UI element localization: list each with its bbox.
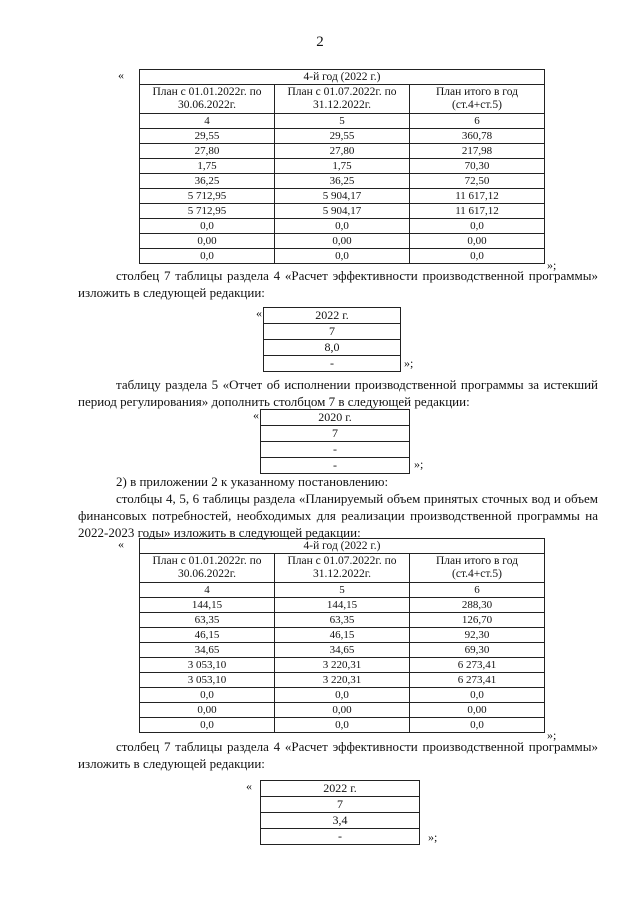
table-cell: 217,98	[410, 144, 545, 159]
year-header: 2020 г.	[261, 410, 410, 426]
table-cell: 0,0	[410, 688, 545, 703]
table-cell: 0,0	[410, 219, 545, 234]
quote-open: «	[256, 306, 262, 320]
paragraph: 2) в приложении 2 к указанному постановлению:	[116, 474, 389, 489]
table-row	[140, 658, 545, 673]
table-cell: 5 712,95	[140, 204, 275, 219]
quote-close: »;	[404, 356, 414, 370]
table-row	[140, 144, 545, 159]
paragraph: столбцы 4, 5, 6 таблицы раздела «Планируемый объем принятых сточных вод и объем финансовых потребностей, необходимых для реализации производственной программы на 2022-2023 годы» изложить в следующей редакции:	[78, 491, 598, 540]
quote-open: «	[246, 779, 252, 793]
table-row	[140, 703, 545, 718]
table-row	[140, 613, 545, 628]
quote-close: »;	[547, 728, 557, 742]
table-cell: 34,65	[140, 643, 275, 658]
table-cell: 29,55	[140, 129, 275, 144]
year-header: 4-й год (2022 г.)	[140, 539, 545, 554]
table-cell: 63,35	[140, 613, 275, 628]
table-cell: 1,75	[140, 159, 275, 174]
table-row	[140, 688, 545, 703]
table-cell: 144,15	[140, 598, 275, 613]
table-cell: 11 617,12	[410, 204, 545, 219]
column-number: 6	[410, 114, 545, 129]
table-cell: 0,0	[410, 718, 545, 733]
column-header: План с 01.07.2022г. по 31.12.2022г.	[275, 85, 410, 114]
table-cell: 0,0	[275, 219, 410, 234]
table-cell: 46,15	[140, 628, 275, 643]
table-row	[140, 718, 545, 733]
paragraph: таблицу раздела 5 «Отчет об исполнении производственной программы за истекший период регулирования» дополнить столбцом 7 в следующей редакции:	[78, 377, 598, 409]
table-cell: 144,15	[275, 598, 410, 613]
table-cell: -	[261, 829, 420, 845]
column-number: 5	[275, 114, 410, 129]
report-table	[260, 409, 410, 474]
table-cell: 5 904,17	[275, 189, 410, 204]
table-row	[140, 234, 545, 249]
table-row	[140, 219, 545, 234]
table-cell: 0,0	[275, 688, 410, 703]
table-row	[140, 159, 545, 174]
table-row	[140, 189, 545, 204]
table-cell: 0,0	[140, 249, 275, 264]
table-cell: 63,35	[275, 613, 410, 628]
column-header: План итого в год (ст.4+ст.5)	[410, 554, 545, 583]
column-header: План с 01.01.2022г. по 30.06.2022г.	[140, 85, 275, 114]
table-row	[140, 249, 545, 264]
table-cell: 0,00	[275, 703, 410, 718]
table-cell: 3,4	[261, 813, 420, 829]
table-cell: 70,30	[410, 159, 545, 174]
plan-table-1	[139, 69, 545, 264]
table-cell: 0,0	[275, 249, 410, 264]
table-cell: 0,00	[275, 234, 410, 249]
paragraph: столбец 7 таблицы раздела 4 «Расчет эффективности производственной программы» изложить в следующей редакции:	[78, 268, 598, 300]
table-cell: 69,30	[410, 643, 545, 658]
table-cell: 3 053,10	[140, 658, 275, 673]
quote-open: «	[118, 537, 124, 551]
table-cell: 6 273,41	[410, 658, 545, 673]
table-cell: 27,80	[275, 144, 410, 159]
table-cell: 0,00	[410, 234, 545, 249]
table-cell: 5 904,17	[275, 204, 410, 219]
table-cell: 11 617,12	[410, 189, 545, 204]
table-cell: -	[261, 458, 410, 474]
table-row	[140, 628, 545, 643]
table-cell: -	[261, 442, 410, 458]
year-header: 2022 г.	[261, 781, 420, 797]
table-cell: 360,78	[410, 129, 545, 144]
page-number: 2	[316, 34, 324, 50]
table-cell: 288,30	[410, 598, 545, 613]
table-row	[140, 673, 545, 688]
table-cell: 36,25	[275, 174, 410, 189]
table-cell: 0,00	[140, 703, 275, 718]
table-cell: 29,55	[275, 129, 410, 144]
year-header: 2022 г.	[264, 308, 401, 324]
table-cell: 3 053,10	[140, 673, 275, 688]
table-row	[140, 643, 545, 658]
table-cell: 0,00	[140, 234, 275, 249]
table-cell: 34,65	[275, 643, 410, 658]
column-number: 4	[140, 583, 275, 598]
table-cell: 7	[261, 426, 410, 442]
table-row	[140, 174, 545, 189]
table-cell: 7	[264, 324, 401, 340]
table-cell: 92,30	[410, 628, 545, 643]
column-number: 6	[410, 583, 545, 598]
quote-close: »;	[428, 830, 438, 844]
column-header: План с 01.01.2022г. по 30.06.2022г.	[140, 554, 275, 583]
year-header: 4-й год (2022 г.)	[140, 70, 545, 85]
table-cell: 36,25	[140, 174, 275, 189]
table-cell: 72,50	[410, 174, 545, 189]
table-cell: 126,70	[410, 613, 545, 628]
table-cell: 0,0	[410, 249, 545, 264]
column-number: 4	[140, 114, 275, 129]
table-cell: 1,75	[275, 159, 410, 174]
column-header: План с 01.07.2022г. по 31.12.2022г.	[275, 554, 410, 583]
table-cell: 7	[261, 797, 420, 813]
quote-close: »;	[547, 258, 557, 272]
table-cell: 0,0	[275, 718, 410, 733]
table-row	[140, 129, 545, 144]
table-cell: 0,0	[140, 219, 275, 234]
efficiency-table-2	[260, 780, 420, 845]
table-cell: 27,80	[140, 144, 275, 159]
table-cell: 0,0	[140, 718, 275, 733]
table-cell: 5 712,95	[140, 189, 275, 204]
table-cell: 0,00	[410, 703, 545, 718]
column-header: План итого в год (ст.4+ст.5)	[410, 85, 545, 114]
plan-table-2	[139, 538, 545, 733]
efficiency-table-1	[263, 307, 401, 372]
table-cell: 46,15	[275, 628, 410, 643]
table-cell: 8,0	[264, 340, 401, 356]
table-row	[140, 598, 545, 613]
table-row	[140, 204, 545, 219]
quote-open: «	[253, 408, 259, 422]
column-number: 5	[275, 583, 410, 598]
table-cell: 3 220,31	[275, 673, 410, 688]
quote-close: »;	[414, 457, 424, 471]
table-cell: 6 273,41	[410, 673, 545, 688]
table-cell: -	[264, 356, 401, 372]
paragraph: столбец 7 таблицы раздела 4 «Расчет эффективности производственной программы» изложить в следующей редакции:	[78, 739, 598, 771]
quote-open: «	[118, 68, 124, 82]
table-cell: 3 220,31	[275, 658, 410, 673]
table-cell: 0,0	[140, 688, 275, 703]
